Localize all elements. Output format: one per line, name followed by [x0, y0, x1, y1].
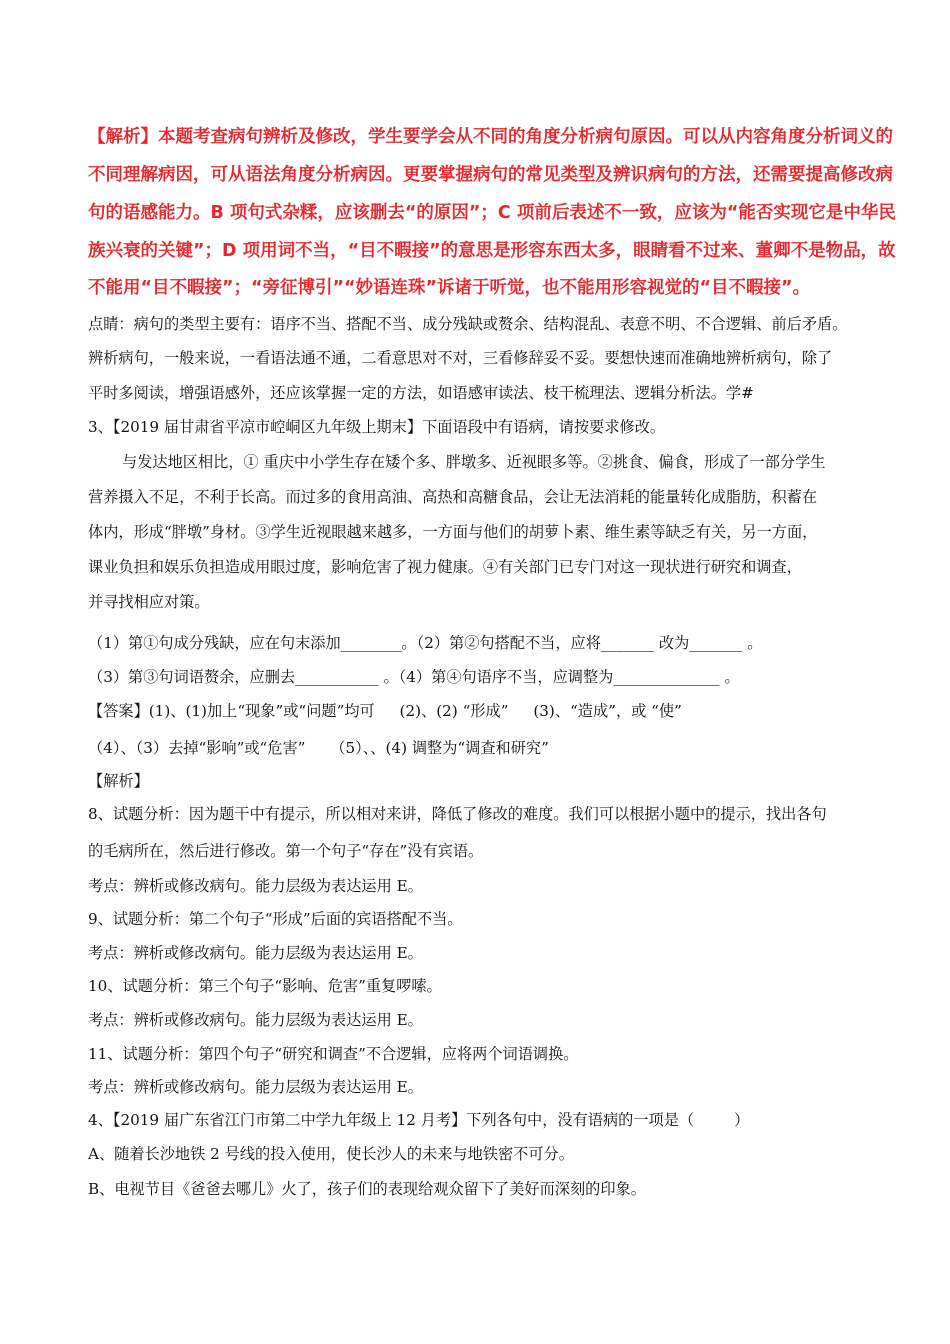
analysis-label: 【解析】 [88, 772, 149, 790]
analysis-line: 10、试题分析：第三个句子“影响、危害”重复啰嗦。 [88, 977, 442, 995]
option-a: A、随着长沙地铁 2 号线的投入使用，使长沙人的未来与地铁密不可分。 [88, 1145, 574, 1163]
analysis-line: 考点：辨析或修改病句。能力层级为表达运用 E。 [88, 944, 423, 962]
tips-line: 平时多阅读，增强语感外，还应该掌握一定的方法，如语感审读法、枝干梳理法、逻辑分析法。学# [88, 384, 754, 402]
answer-line: 【答案】(1)、(1)加上“现象”或“问题”均可 (2)、(2) “形成” (3)、“造成”，或 “使” [88, 702, 682, 720]
answer-line: （4）、（3）去掉“影响”或“危害” （5）、、(4) 调整为“调查和研究” [88, 739, 549, 757]
analysis-line: 考点：辨析或修改病句。能力层级为表达运用 E。 [88, 1011, 423, 1029]
analysis-line: 11、试题分析：第四个句子“研究和调查”不合逻辑，应将两个词语调换。 [88, 1045, 579, 1063]
analysis-line: 的毛病所在，然后进行修改。第一个句子“存在”没有宾语。 [88, 842, 484, 860]
question-4-title: 4、【2019 届广东省江门市第二中学九年级上 12 月考】下列各句中，没有语病的一项是（ ） [88, 1111, 750, 1129]
passage-line: 体内，形成“胖墩”身材。③学生近视眼越来越多，一方面与他们的胡萝卜素、维生素等缺乏有关，另一方面， [88, 523, 818, 541]
tips-line: 点睛：病句的类型主要有：语序不当、搭配不当、成分残缺或赘余、结构混乱、表意不明、不合逻辑、前后矛盾。 [88, 315, 848, 333]
passage-line: 课业负担和娱乐负担造成用眼过度，影响危害了视力健康。④有关部门已专门对这一现状进行研究和调查， [88, 558, 802, 576]
tips-line: 辨析病句，一般来说，一看语法通不通，二看意思对不对，三看修辞妥不妥。要想快速而准确地辨析病句，除了 [88, 349, 833, 367]
analysis-line: 9、试题分析：第二个句子“形成”后面的宾语搭配不当。 [88, 910, 463, 928]
analysis-line: 考点：辨析或修改病句。能力层级为表达运用 E。 [88, 877, 423, 895]
analysis-line: 考点：辨析或修改病句。能力层级为表达运用 E。 [88, 1078, 423, 1096]
passage-line: 与发达地区相比，① 重庆中小学生存在矮个多、胖墩多、近视眼多等。②挑食、偏食，形成了一部分学生 [122, 453, 826, 471]
analysis-red-line: 族兴衰的关键”；D 项用词不当，“目不暇接”的意思是形容东西太多，眼睛看不过来、董卿不是物品，故 [88, 241, 896, 261]
analysis-red-line: 句的语感能力。B 项句式杂糅，应该删去“的原因”；C 项前后表述不一致，应该为“能否实现它是中华民 [88, 203, 896, 223]
option-b: B、电视节目《爸爸去哪儿》火了，孩子们的表现给观众留下了美好而深刻的印象。 [88, 1180, 646, 1198]
passage-line: 营养摄入不足，不利于长高。而过多的食用高油、高热和高糖食品，会让无法消耗的能量转化成脂肪，积蓄在 [88, 488, 817, 506]
passage-line: 并寻找相应对策。 [88, 593, 210, 611]
analysis-red-line: 【解析】本题考查病句辨析及修改，学生要学会从不同的角度分析病句原因。可以从内容角度分析词义的 [88, 127, 893, 147]
question-item: （3）第③句词语赘余，应删去___________ 。（4）第④句语序不当，应调整为______________ 。 [88, 668, 740, 686]
analysis-line: 8、试题分析：因为题干中有提示，所以相对来讲，降低了修改的难度。我们可以根据小题中的提示，找出各句 [88, 805, 827, 823]
question-item: （1）第①句成分残缺，应在句末添加________。（2）第②句搭配不当，应将_______ 改为_______ 。 [88, 634, 763, 652]
analysis-red-line: 不能用“目不暇接”；“旁征博引”“妙语连珠”诉诸于听觉，也不能用形容视觉的“目不暇接”。 [88, 278, 811, 298]
question-3-title: 3、【2019 届甘肃省平凉市崆峒区九年级上期末】下面语段中有语病，请按要求修改。 [88, 418, 666, 436]
analysis-red-line: 不同理解病因，可从语法角度分析病因。更要掌握病句的常见类型及辨识病句的方法，还需要提高修改病 [88, 165, 893, 185]
